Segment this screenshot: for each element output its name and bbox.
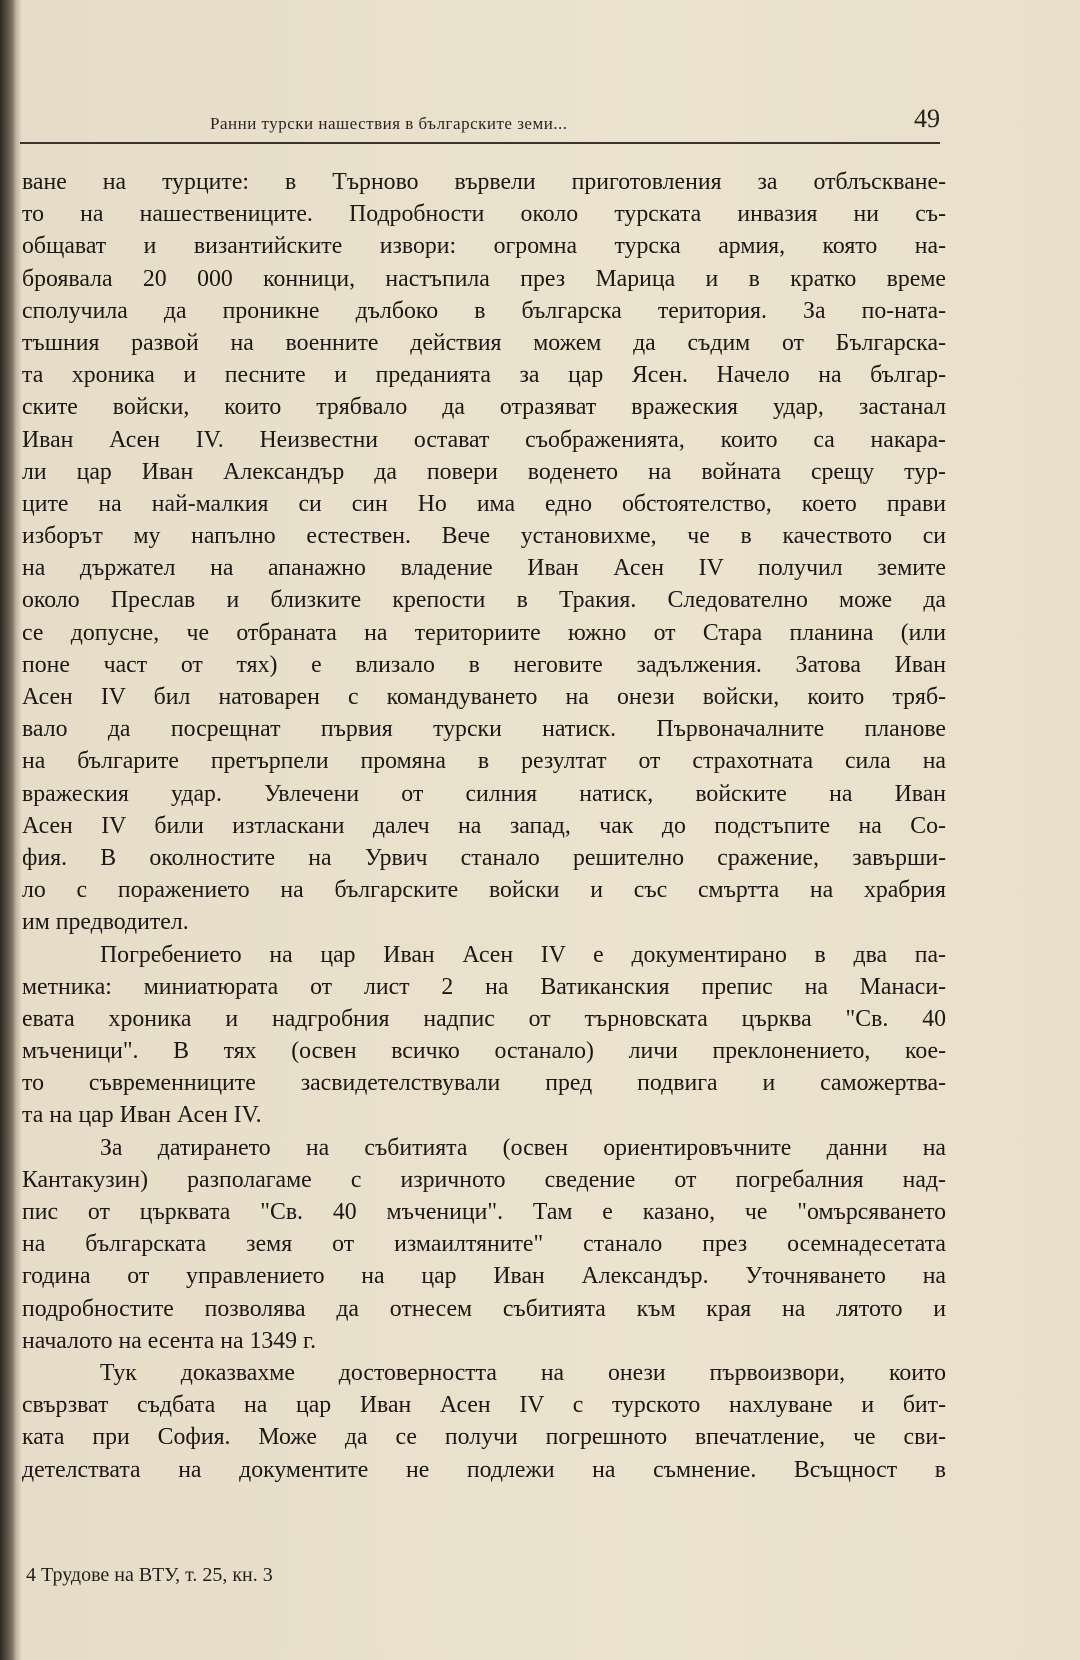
- text-line: детелствата на документите не подлежи на съмнение. Всъщност в: [22, 1456, 946, 1483]
- text-line: ката при София. Може да се получи погрешното впечатление, че сви-: [22, 1424, 946, 1451]
- text-line: подробностите позволява да отнесем събитията към края на лятото и: [22, 1295, 946, 1322]
- header-rule: [20, 142, 940, 144]
- text-line: ло с поражението на българските войски и със смъртта на храбрия: [22, 877, 946, 904]
- text-line: то на нашествениците. Подробности около турската инвазия ни съ-: [22, 201, 946, 228]
- text-line: Погребението на цар Иван Асен IV е документирано в два па-: [100, 941, 946, 968]
- text-line: пис от църквата "Св. 40 мъченици". Там е казано, че "омърсяването: [22, 1199, 946, 1225]
- text-line: Асен IV бил натоварен с командуването на онези войски, които тряб-: [22, 684, 946, 710]
- text-line: фия. В околностите на Урвич станало решително сражение, завърши-: [22, 844, 946, 871]
- text-line: ските войски, които трябвало да отразяват вражеския удар, застанал: [22, 394, 946, 421]
- text-line: ците на най-малкия си син Но има едно обстоятелство, което прави: [22, 490, 946, 517]
- text-line: свързват съдбата на цар Иван Асен IV с турското нахлуване и бит-: [22, 1392, 946, 1419]
- text-line: на българската земя от измаилтяните" станало през осемнадесетата: [22, 1231, 946, 1258]
- text-line: Тук доказвахме достоверността на онези първоизвори, които: [100, 1359, 946, 1386]
- text-line: на българите претърпели промяна в резултат от страхотната сила на: [22, 748, 946, 775]
- text-line: на държател на апанажно владение Иван Асен IV получил земите: [22, 555, 946, 582]
- text-line: то съвременниците засвидетелствували пред подвига и саможертва-: [22, 1070, 946, 1097]
- text-line: общават и византийските извори: огромна турска армия, която на-: [22, 233, 946, 260]
- text-line: метника: миниатюрата от лист 2 на Ватиканския препис на Манаси-: [22, 973, 946, 1000]
- text-line: Иван Асен IV. Неизвестни остават съображенията, които са накара-: [22, 426, 946, 453]
- text-line: та хроника и песните и преданията за цар Ясен. Начело на българ-: [22, 362, 946, 389]
- text-line: поне част от тях) е влизало в неговите задължения. Затова Иван: [22, 651, 946, 678]
- text-line: година от управлението на цар Иван Александър. Уточняването на: [22, 1263, 946, 1290]
- text-line: изборът му напълно естествен. Вече установихме, че в качеството си: [22, 523, 946, 550]
- text-line: началото на есента на 1349 г.: [22, 1327, 317, 1354]
- text-line: сполучила да проникне дълбоко в българска територия. За по-ната-: [22, 297, 946, 324]
- text-line: та на цар Иван Асен IV.: [22, 1102, 262, 1129]
- text-line: ване на турците: в Търново вървели приготовления за отблъскване-: [22, 169, 946, 195]
- running-title: Ранни турски нашествия в българските земи...: [210, 114, 568, 133]
- text-line: вражеския удар. Увлечени от силния натиск, войските на Иван: [22, 780, 946, 807]
- body-text: [22, 166, 946, 1486]
- text-line: евата хроника и надгробния надпис от търновската църква "Св. 40: [22, 1005, 946, 1032]
- text-line: се допусне, че отбраната на териториите южно от Стара планина (или: [22, 619, 946, 646]
- text-line: За датирането на събитията (освен ориентировъчните данни на: [100, 1134, 946, 1161]
- text-line: им предводител.: [22, 909, 189, 936]
- text-line: Кантакузин) разполагаме с изричното сведение от погребалния над-: [22, 1166, 946, 1193]
- running-head: [20, 104, 940, 144]
- text-line: около Преслав и близките крепости в Тракия. Следователно може да: [22, 587, 946, 614]
- text-line: броявала 20 000 конници, настъпила през Марица и в кратко време: [22, 265, 946, 292]
- text-line: ли цар Иван Александър да повери воденето на войната срещу тур-: [22, 458, 946, 485]
- page-number: 49: [914, 104, 940, 133]
- text-line: мъченици". В тях (освен всичко останало) личи преклонението, кое-: [22, 1038, 946, 1065]
- signature-mark: 4 Трудове на ВТУ, т. 25, кн. 3: [26, 1564, 273, 1586]
- text-line: тъшния развой на военните действия можем да съдим от Българска-: [22, 329, 946, 356]
- text-line: вало да посрещнат първия турски натиск. Първоначалните планове: [22, 716, 946, 743]
- book-spine-shadow: [0, 0, 16, 1660]
- text-line: Асен IV били изтласкани далеч на запад, чак до подстъпите на Со-: [22, 812, 946, 839]
